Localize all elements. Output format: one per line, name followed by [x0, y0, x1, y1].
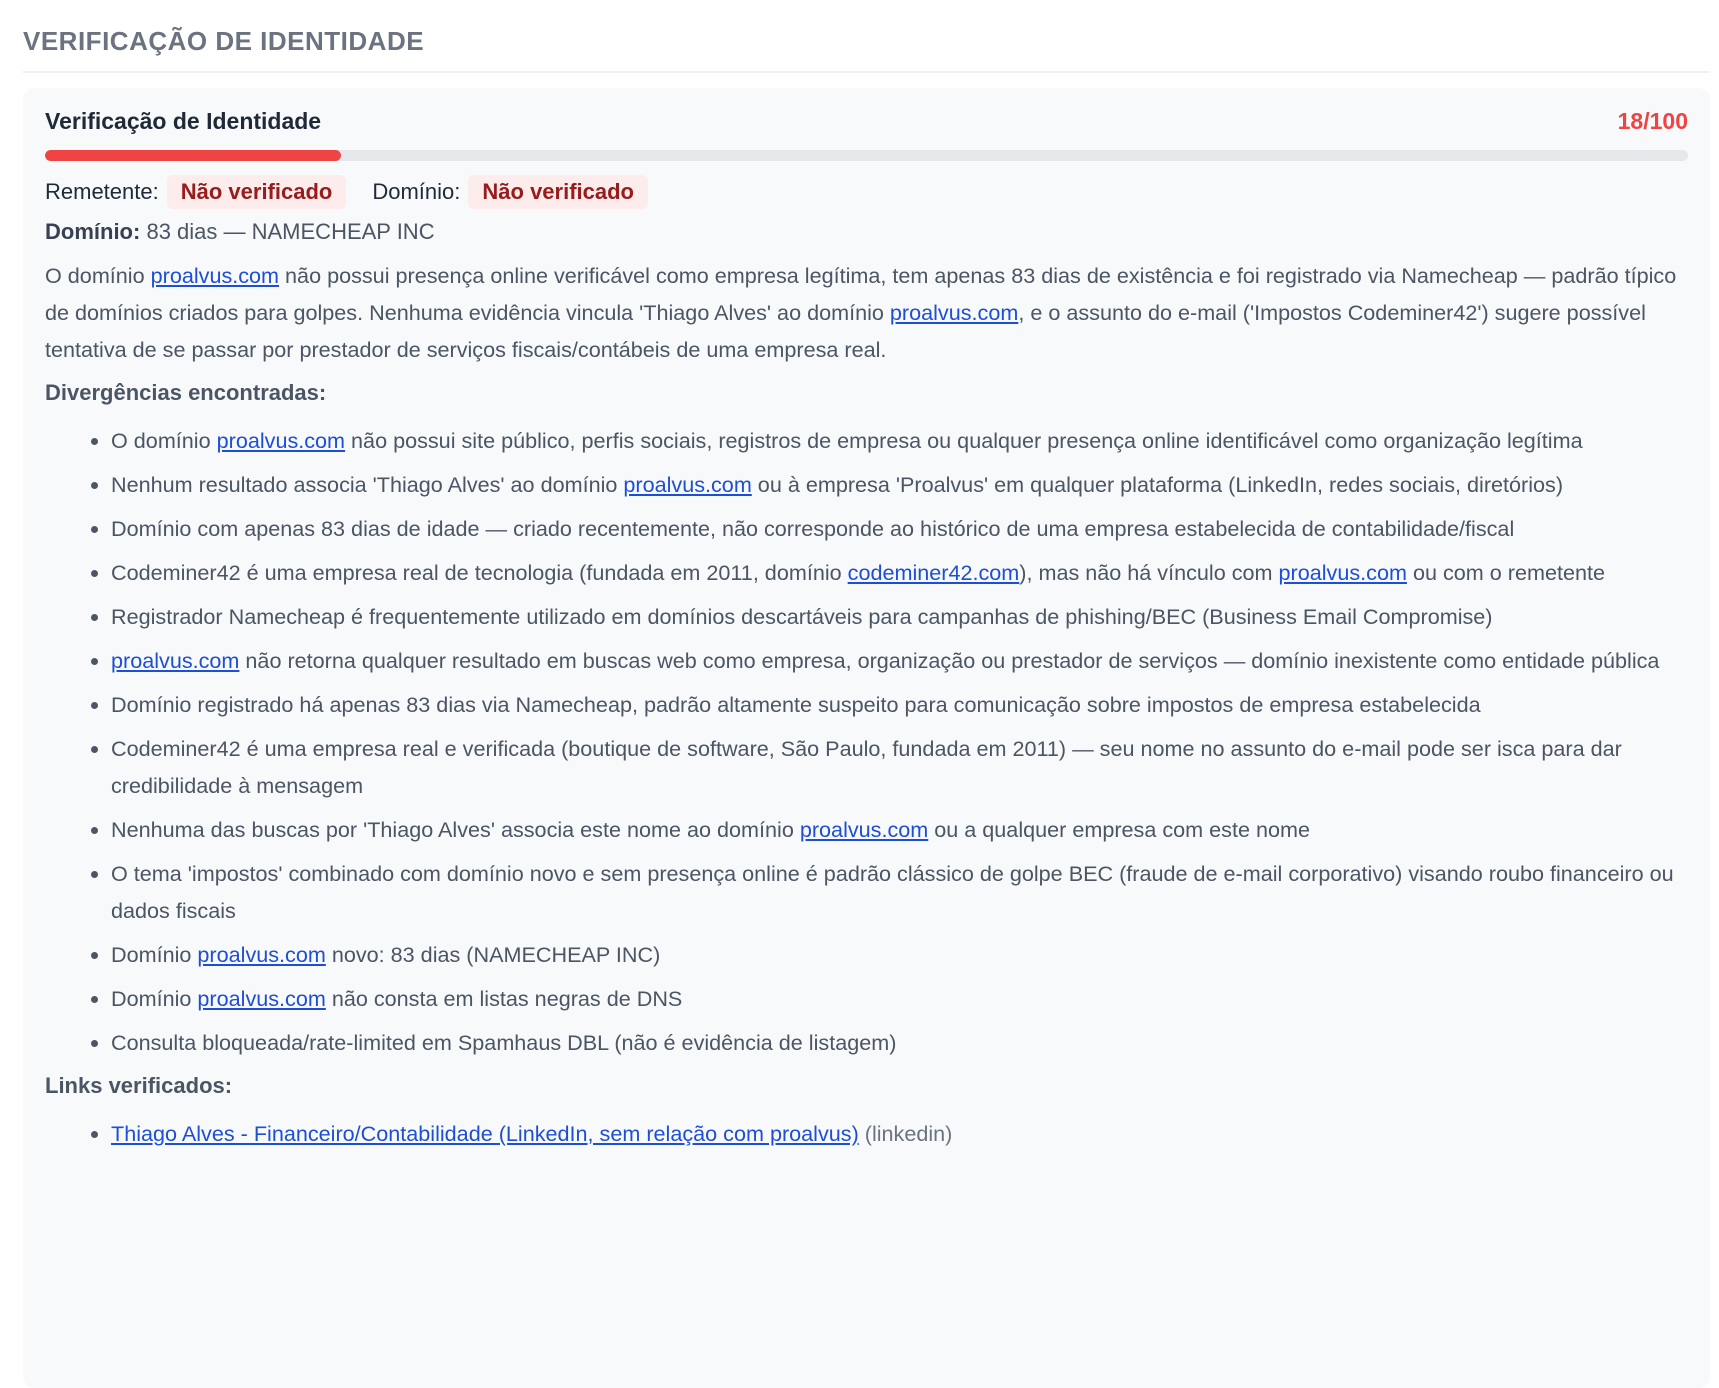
domain-info-label: Domínio: [45, 219, 141, 244]
divergence-item [111, 811, 1688, 848]
divergence-item [111, 598, 1688, 635]
card-header [45, 106, 1688, 136]
divergence-item [111, 510, 1688, 547]
domain-link[interactable]: proalvus.com [197, 986, 326, 1011]
text-segment: ou com o remetente [1406, 560, 1605, 585]
text-segment: Nenhuma das buscas por 'Thiago Alves' associa este nome ao domínio [111, 817, 800, 842]
divergence-item [111, 980, 1688, 1017]
score-progress-bar [45, 150, 1688, 161]
text-segment: Domínio com apenas 83 dias de idade — criado recentemente, não corresponde ao histórico de uma empresa estabelecida de contabilidade/fiscal [111, 516, 1515, 541]
divergence-item [111, 686, 1688, 723]
text-segment: não possui site público, perfis sociais, registros de empresa ou qualquer presença online identificável como organização legítima [345, 428, 1583, 453]
domain-link[interactable]: proalvus.com [111, 648, 240, 673]
divergence-item [111, 855, 1688, 929]
text-segment: O domínio [111, 428, 217, 453]
text-segment: Nenhum resultado associa 'Thiago Alves' ao domínio [111, 472, 624, 497]
score-progress-fill [45, 150, 341, 161]
divergence-item [111, 936, 1688, 973]
identity-card [23, 88, 1710, 1388]
card-title: Verificação de Identidade [45, 107, 322, 134]
link-source: (linkedin) [864, 1121, 953, 1146]
domain-info-value: 83 dias — NAMECHEAP INC [146, 219, 435, 244]
summary-text [45, 257, 1688, 368]
text-segment: Domínio registrado há apenas 83 dias via Namecheap, padrão altamente suspeito para comunicação sobre impostos de empresa estabelecida [111, 692, 1481, 717]
verified-link-item [111, 1115, 1688, 1152]
domain-link[interactable]: proalvus.com [1278, 560, 1407, 585]
links-heading: Links verificados: [45, 1073, 233, 1098]
text-segment: novo: 83 dias (NAMECHEAP INC) [325, 942, 661, 967]
divergence-item [111, 422, 1688, 459]
domain-link[interactable]: proalvus.com [889, 300, 1019, 325]
divergences-heading: Divergências encontradas: [45, 380, 327, 405]
divergence-item [111, 554, 1688, 591]
text-segment: Consulta bloqueada/rate-limited em Spamhaus DBL (não é evidência de listagem) [111, 1030, 897, 1055]
text-segment: não consta em listas negras de DNS [325, 986, 683, 1011]
divergence-item [111, 642, 1688, 679]
text-segment: ), mas não há vínculo com [1019, 560, 1279, 585]
text-segment: O domínio [45, 263, 151, 288]
text-segment: Codeminer42 é uma empresa real de tecnologia (fundada em 2011, domínio [111, 560, 848, 585]
text-segment: Domínio [111, 986, 198, 1011]
domain-link[interactable]: proalvus.com [150, 263, 280, 288]
domain-label: Domínio: [372, 179, 461, 204]
text-segment: O tema 'impostos' combinado com domínio novo e sem presença online é padrão clássico de golpe BEC (fraude de e-mail corporativo) visando roubo financeiro ou dados fiscais [111, 861, 1674, 923]
divider [23, 71, 1710, 73]
divergence-item [111, 466, 1688, 503]
score-label: 18/100 [1617, 107, 1688, 134]
text-segment: não possui presença online verificável como empresa legítima, tem apenas 83 dias de existência e foi registrado via Namecheap — padrão típico de domínios criados para golpes. Nenhuma evidência vincula 'Thiago Alves' ao domínio [45, 263, 1677, 325]
section-title: VERIFICAÇÃO DE IDENTIDADE [23, 26, 425, 56]
status-row [45, 175, 1688, 209]
text-segment: ou a qualquer empresa com este nome [928, 817, 1310, 842]
domain-link[interactable]: proalvus.com [197, 942, 326, 967]
verified-link[interactable]: Thiago Alves - Financeiro/Contabilidade (LinkedIn, sem relação com proalvus) [111, 1121, 859, 1146]
text-segment: Registrador Namecheap é frequentemente utilizado em domínios descartáveis para campanhas de phishing/BEC (Business Email Compromise) [111, 604, 1493, 629]
text-segment: Domínio [111, 942, 198, 967]
domain-link[interactable]: proalvus.com [623, 472, 752, 497]
divergences-list [45, 422, 1688, 1061]
text-segment: não retorna qualquer resultado em buscas web como empresa, organização ou prestador de serviços — domínio inexistente como entidade pública [239, 648, 1660, 673]
divergence-item [111, 1024, 1688, 1061]
text-segment: ou à empresa 'Proalvus' em qualquer plataforma (LinkedIn, redes sociais, diretórios) [751, 472, 1564, 497]
domain-link[interactable]: codeminer42.com [847, 560, 1020, 585]
domain-link[interactable]: proalvus.com [216, 428, 346, 453]
links-list [45, 1115, 1688, 1152]
text-segment: Codeminer42 é uma empresa real e verificada (boutique de software, São Paulo, fundada em 2011) — seu nome no assunto do e-mail pode ser isca para dar credibilidade à mensagem [111, 736, 1622, 798]
divergence-item [111, 730, 1688, 804]
domain-link[interactable]: proalvus.com [799, 817, 929, 842]
sender-status-badge: Não verificado [167, 175, 347, 209]
domain-info [45, 219, 1688, 245]
sender-label: Remetente: [45, 179, 159, 204]
text-segment: , e o assunto do e-mail ('Impostos Codeminer42') sugere possível tentativa de se passar por prestador de serviços fiscais/contábeis de uma empresa real. [45, 300, 1646, 362]
domain-status-badge: Não verificado [468, 175, 648, 209]
